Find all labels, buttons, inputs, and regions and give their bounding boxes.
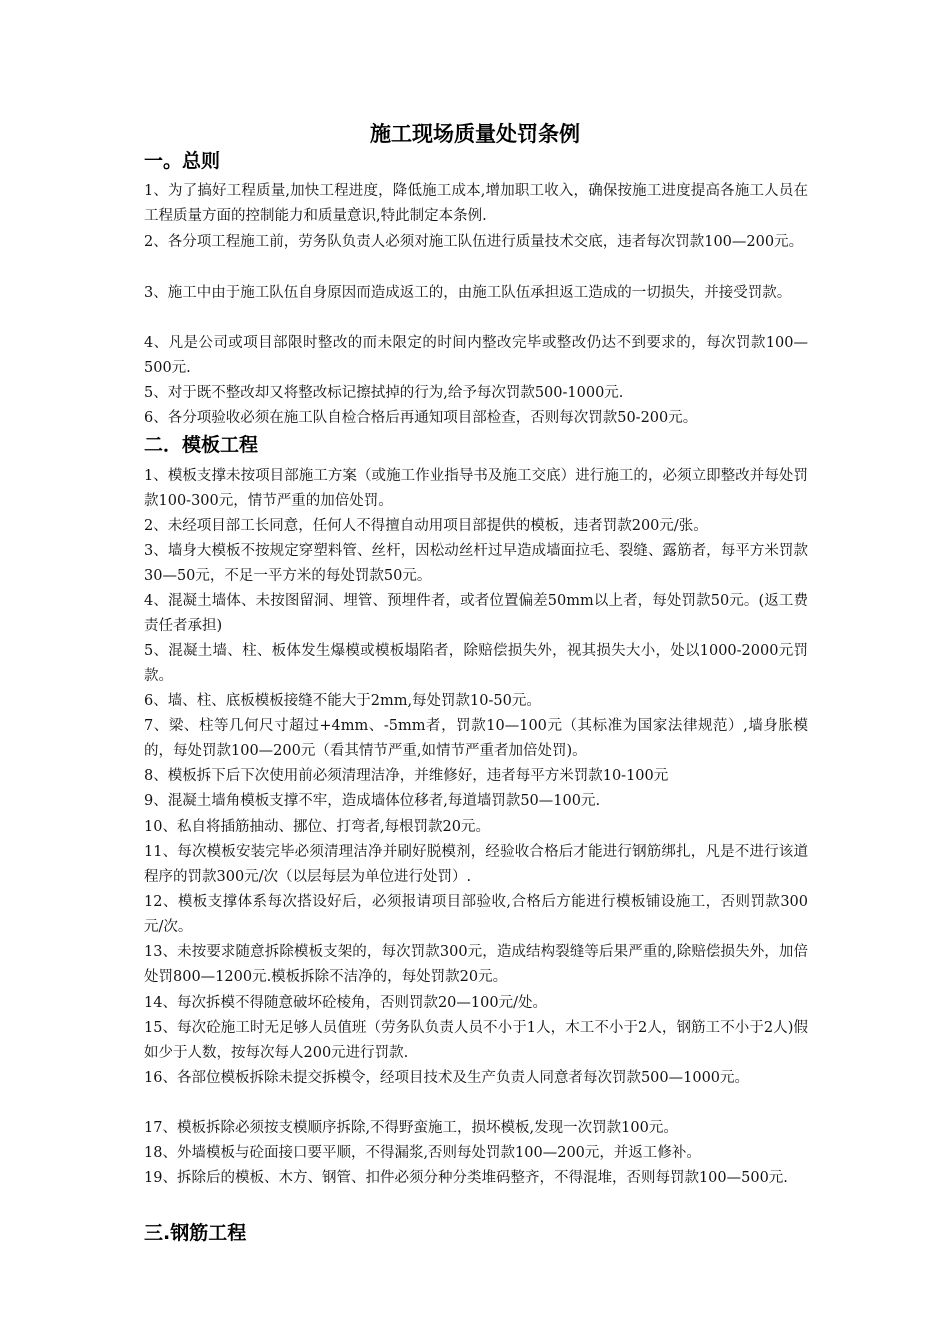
paragraph: 3、墙身大模板不按规定穿塑料管、丝杆，因松动丝杆过早造成墙面拉毛、裂缝、露筋者，每平方米罚款30—50元，不足一平方米的每处罚款50元。 <box>144 543 808 584</box>
paragraph: 12、模板支撑体系每次搭设好后，必须报请项目部验收,合格后方能进行模板铺设施工，否则罚款300元/次。 <box>144 894 808 935</box>
paragraph: 11、每次模板安装完毕必须清理洁净并刷好脱模剂，经验收合格后才能进行钢筋绑扎，凡是不进行该道程序的罚款300元/次（以层每层为单位进行处罚）. <box>144 844 808 885</box>
paragraph: 15、每次砼施工时无足够人员值班（劳务队负责人员不小于1人，木工不小于2人，钢筋工不小于2人)假如少于人数，按每次每人200元进行罚款. <box>144 1020 808 1061</box>
paragraph: 9、混凝土墙角模板支撑不牢，造成墙体位移者,每道墙罚款50—100元. <box>144 793 601 809</box>
paragraph: 19、拆除后的模板、木方、钢管、扣件必须分种分类堆码整齐，不得混堆，否则每罚款100—500元. <box>144 1170 788 1186</box>
paragraph: 7、梁、柱等几何尺寸超过+4mm、-5mm者，罚款10—100元（其标准为国家法律规范）,墙身胀模的，每处罚款100—200元（看其情节严重,如情节严重者加倍处罚)。 <box>144 718 808 759</box>
paragraph: 10、私自将插筋抽动、挪位、打弯者,每根罚款20元。 <box>144 819 491 835</box>
paragraph: 2、未经项目部工长同意，任何人不得擅自动用项目部提供的模板，违者罚款200元/张。 <box>144 518 708 534</box>
paragraph: 6、各分项验收必须在施工队自检合格后再通知项目部检查，否则每次罚款50-200元。 <box>144 410 698 426</box>
paragraph: 1、为了搞好工程质量,加快工程进度，降低施工成本,增加职工收入，确保按施工进度提高各施工人员在工程质量方面的控制能力和质量意识,特此制定本条例. <box>144 183 808 224</box>
paragraph: 1、模板支撑未按项目部施工方案（或施工作业指导书及施工交底）进行施工的，必须立即整改并每处罚款100-300元，情节严重的加倍处罚。 <box>144 468 808 509</box>
paragraph: 8、模板拆下后下次使用前必须清理洁净，并维修好，违者每平方米罚款10-100元 <box>144 768 669 784</box>
paragraph: 4、凡是公司或项目部限时整改的而未限定的时间内整改完毕或整改仍达不到要求的，每次罚款100—500元. <box>144 335 808 376</box>
paragraph: 17、模板拆除必须按支模顺序拆除,不得野蛮施工，损坏模板,发现一次罚款100元。 <box>144 1120 678 1136</box>
paragraph: 6、墙、柱、底板模板接缝不能大于2mm,每处罚款10-50元。 <box>144 693 541 709</box>
section-heading-general: 一。总则 <box>144 150 221 172</box>
paragraph: 5、对于既不整改却又将整改标记擦拭掉的行为,给予每次罚款500-1000元. <box>144 385 624 401</box>
paragraph: 13、未按要求随意拆除模板支架的，每次罚款300元，造成结构裂缝等后果严重的,除赔偿损失外，加倍处罚800—1200元.模板拆除不洁净的，每处罚款20元。 <box>144 944 808 985</box>
paragraph: 5、混凝土墙、柱、板体发生爆模或模板塌陷者，除赔偿损失外，视其损失大小，处以1000-2000元罚款。 <box>144 643 808 684</box>
paragraph: 14、每次拆模不得随意破坏砼棱角，否则罚款20—100元/处。 <box>144 995 547 1011</box>
paragraph: 18、外墙模板与砼面接口要平顺，不得漏浆,否则每处罚款100—200元，并返工修补。 <box>144 1145 701 1161</box>
paragraph: 16、各部位模板拆除未提交拆模令，经项目技术及生产负责人同意者每次罚款500—1000元。 <box>144 1070 750 1086</box>
paragraph: 3、施工中由于施工队伍自身原因而造成返工的，由施工队伍承担返工造成的一切损失，并接受罚款。 <box>144 285 792 301</box>
section-heading-formwork: 二．模板工程 <box>144 434 259 456</box>
paragraph: 4、混凝土墙体、未按图留洞、埋管、预埋件者，或者位置偏差50mm以上者，每处罚款50元。(返工费责任者承担) <box>144 593 808 634</box>
section-heading-rebar: 三.钢筋工程 <box>144 1222 247 1244</box>
paragraph: 2、各分项工程施工前，劳务队负责人必须对施工队伍进行质量技术交底，违者每次罚款100—200元。 <box>144 234 804 250</box>
document-title: 施工现场质量处罚条例 <box>370 122 580 146</box>
